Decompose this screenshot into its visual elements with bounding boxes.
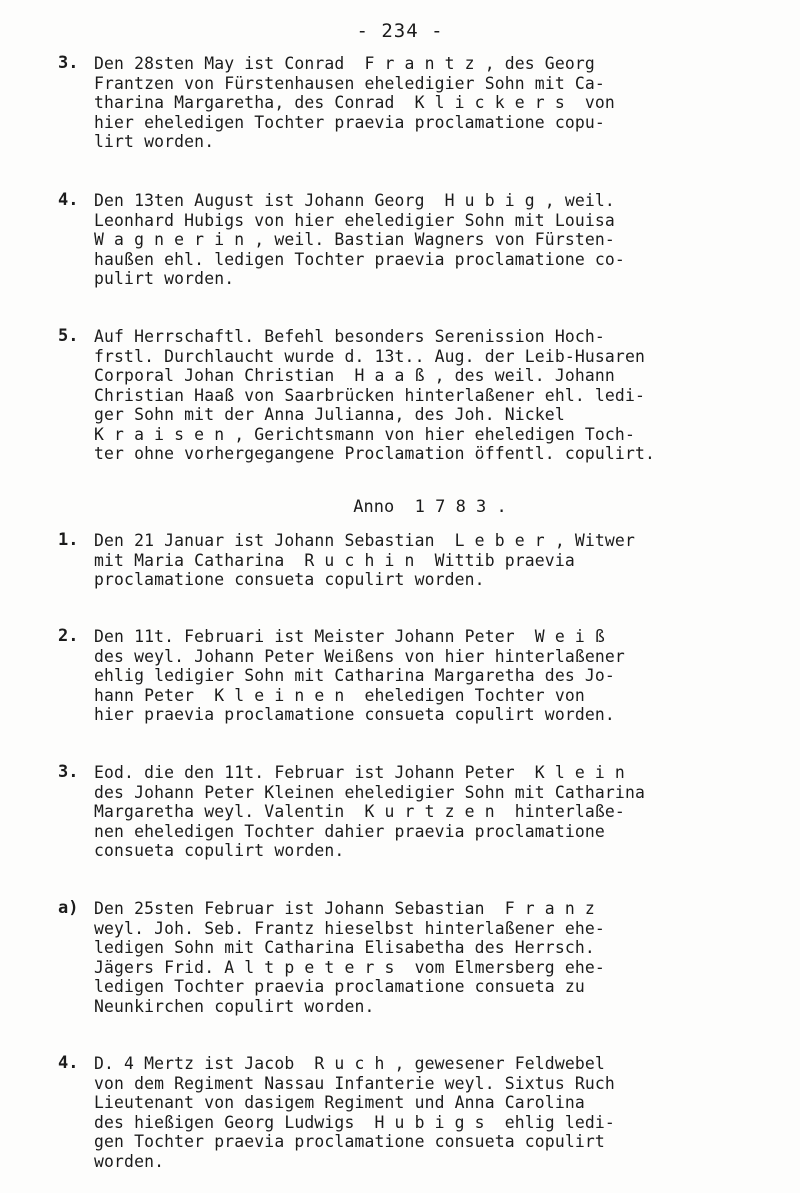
entry-line: von dem Regiment Nassau Infanterie weyl. Sixtus Ruch [94,1073,615,1093]
entry-line: weyl. Joh. Seb. Frantz hieselbst hinterlaßener ehe- [94,918,605,938]
entry-number: 3. [58,53,79,73]
entry-line: ger Sohn mit der Anna Julianna, des Joh. Nickel [94,405,565,424]
entry-line: hier praevia proclamatione consueta copulirt worden. [94,705,615,724]
entry-number: 1. [58,530,79,550]
entry-line: worden. [94,1151,165,1171]
entry-line: Auf Herrschaftl. Befehl besonders Serenission Hoch- [94,327,605,346]
entry-line: ehlig ledigier Sohn mit Catharina Margaretha des Jo- [94,666,615,685]
entry-line: des weyl. Johann Peter Weißens von hier hinterlaßener [94,646,625,666]
entry-line: tharina Margaretha, des Conrad K l i c k e r s von [94,93,615,112]
entry-line: K r a i s e n , Gerichtsmann von hier eheledigen Toch- [94,424,635,444]
entry-number: 2. [58,626,79,646]
entry-line: lirt worden. [94,132,215,151]
entry-line: Den 11t. Februari ist Meister Johann Peter W e i ß [94,627,605,646]
entry-number: 3. [58,762,79,782]
entry-line: gen Tochter praevia proclamatione consueta copulirt [94,1132,605,1151]
entry-line: Lieutenant von dasigem Regiment und Anna Carolina [94,1093,585,1112]
page-number: - 234 - [356,20,444,42]
entry-line: Den 13ten August ist Johann Georg H u b i g , weil. [94,191,615,210]
entry-line: des Johann Peter Kleinen eheledigier Sohn mit Catharina [94,782,645,802]
entry-line: D. 4 Mertz ist Jacob R u c h , gewesener Feldwebel [94,1054,605,1073]
entry-line: hier eheledigen Tochter praevia proclamatione copu- [94,112,605,132]
entry-line: proclamatione consueta copulirt worden. [94,570,485,589]
entry-number: 4. [58,1053,79,1073]
entry-number: 5. [58,326,79,346]
entry-line: ledigen Tochter praevia proclamatione consueta zu [94,977,585,996]
entry-line: Jägers Frid. A l t p e t e r s vom Elmersberg ehe- [94,957,605,977]
entry-line: pulirt worden. [94,269,235,288]
entry-line: consueta copulirt worden. [94,841,345,860]
entry-number: 4. [58,190,79,210]
entry-line: Leonhard Hubigs von hier eheledigier Sohn mit Louisa [94,210,615,230]
entry-line: hann Peter K l e i n e n eheledigen Tochter von [94,685,585,705]
entry-line: Neunkirchen copulirt worden. [94,996,375,1016]
year-heading: Anno 1 7 8 3 . [353,497,507,517]
entry-line: mit Maria Catharina R u c h i n Wittib praevia [94,550,575,570]
entry-line: Eod. die den 11t. Februar ist Johann Peter K l e i n [94,763,625,782]
entry-line: Margaretha weyl. Valentin K u r t z e n hinterlaße- [94,802,625,821]
entry-number: a) [58,898,79,918]
entry-line: nen eheledigen Tochter dahier praevia proclamatione [94,821,605,841]
entry-line: Den 25sten Februar ist Johann Sebastian F r a n z [94,899,595,918]
entry-line: ter ohne vorhergegangene Proclamation öffentl. copulirt. [94,444,656,463]
entry-line: Corporal Johan Christian H a a ß , des weil. Johann [94,366,615,385]
entry-line: haußen ehl. ledigen Tochter praevia proclamatione co- [94,249,625,269]
entry-line: ledigen Sohn mit Catharina Elisabetha des Herrsch. [94,938,595,957]
entry-line: Frantzen von Fürstenhausen eheledigier Sohn mit Ca- [94,73,605,93]
entry-line: W a g n e r i n , weil. Bastian Wagners von Fürsten- [94,230,615,249]
entry-line: Den 28sten May ist Conrad F r a n t z , des Georg [94,54,595,73]
entry-line: Christian Haaß von Saarbrücken hinterlaßener ehl. ledi- [94,385,645,405]
entry-line: des hießigen Georg Ludwigs H u b i g s ehlig ledi- [94,1112,615,1132]
entry-line: Den 21 Januar ist Johann Sebastian L e b e r , Witwer [94,531,635,550]
entry-line: frstl. Durchlaucht wurde d. 13t.. Aug. der Leib-Husaren [94,346,645,366]
